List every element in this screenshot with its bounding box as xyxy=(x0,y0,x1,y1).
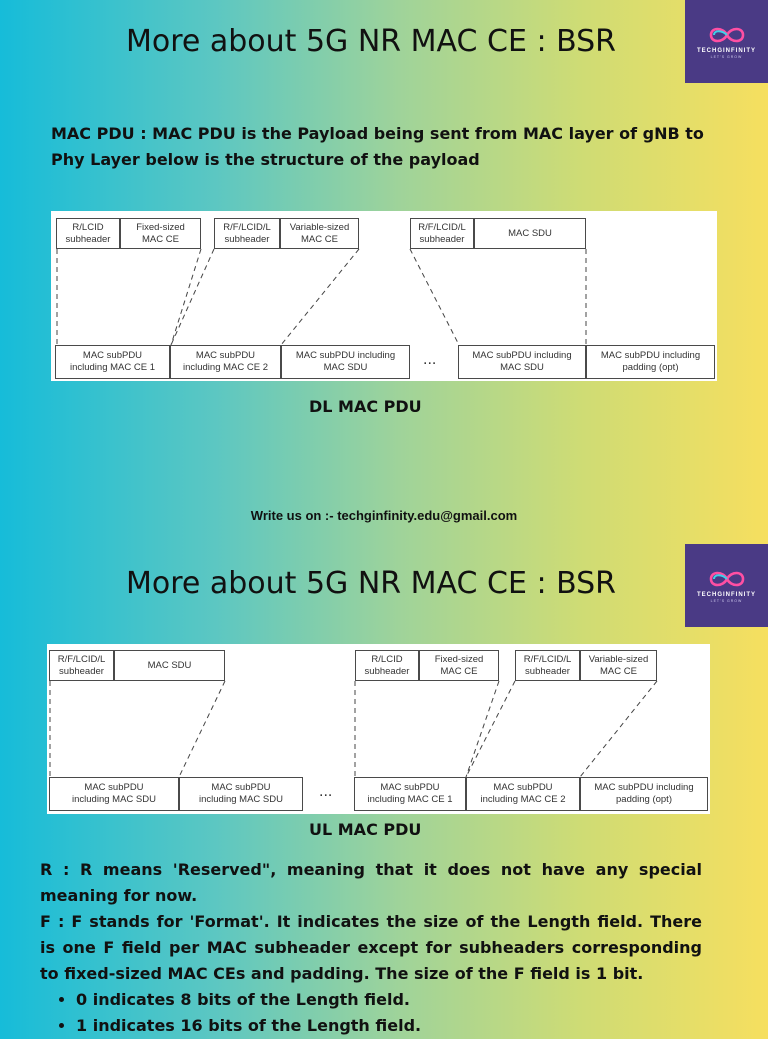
infinity-logo-icon xyxy=(707,24,747,46)
dl-top-box-r-lcid-subheader: R/LCID subheader xyxy=(56,218,120,249)
dl-top-box-mac-sdu: MAC SDU xyxy=(474,218,586,249)
f-field-values-list xyxy=(40,987,702,1039)
ul-ellipsis: ... xyxy=(319,783,333,800)
page-title: More about 5G NR MAC CE : BSR xyxy=(125,24,617,59)
brand-name: TECHGINFINITY xyxy=(697,48,756,54)
ul-top-box-rf-lcid-l-subheader-2: R/F/LCID/L subheader xyxy=(515,650,580,681)
f-field-description: F : F stands for 'Format'. It indicates the size of the Length field. There is one F field per MAC subheader except for subheaders corresponding to fixed-sized MAC CEs and padding. The size of the F field is 1 bit. xyxy=(40,912,702,983)
contact-line: Write us on :- techginfinity.edu@gmail.com xyxy=(250,508,518,523)
list-item: • 0 indicates 8 bits of the Length field. xyxy=(76,987,702,1013)
dl-top-box-variable-mac-ce: Variable-sized MAC CE xyxy=(280,218,359,249)
brand-logo-2 xyxy=(685,544,768,627)
dl-top-box-rf-lcid-l-subheader: R/F/LCID/L subheader xyxy=(214,218,280,249)
ul-top-box-mac-sdu: MAC SDU xyxy=(114,650,225,681)
dl-ellipsis: ... xyxy=(423,351,437,368)
ul-top-box-r-lcid-subheader: R/LCID subheader xyxy=(355,650,419,681)
brand-tagline: LET'S GROW xyxy=(710,55,743,59)
list-item: • 1 indicates 16 bits of the Length field. xyxy=(76,1013,702,1039)
dl-top-box-rf-lcid-l-subheader-2: R/F/LCID/L subheader xyxy=(410,218,474,249)
ul-subpdu-mac-sdu-1: MAC subPDU including MAC SDU xyxy=(49,777,179,811)
ul-subpdu-mac-ce-2: MAC subPDU including MAC CE 2 xyxy=(466,777,580,811)
dl-subpdu-mac-ce-1: MAC subPDU including MAC CE 1 xyxy=(55,345,170,379)
ul-mac-pdu-diagram xyxy=(47,644,710,814)
brand-logo xyxy=(685,0,768,83)
ul-caption: UL MAC PDU xyxy=(309,820,422,839)
brand-tagline: LET'S GROW xyxy=(710,599,743,603)
r-field-description: R : R means 'Reserved", meaning that it does not have any special meaning for now. xyxy=(40,860,702,905)
ul-subpdu-padding: MAC subPDU including padding (opt) xyxy=(580,777,708,811)
section-title: More about 5G NR MAC CE : BSR xyxy=(125,566,617,601)
dl-caption: DL MAC PDU xyxy=(309,397,422,416)
infinity-logo-icon xyxy=(707,568,747,590)
intro-paragraph: MAC PDU : MAC PDU is the Payload being sent from MAC layer of gNB to Phy Layer below is the structure of the payload xyxy=(51,124,704,169)
dl-subpdu-padding: MAC subPDU including padding (opt) xyxy=(586,345,715,379)
dl-mac-pdu-diagram xyxy=(51,211,717,381)
dl-subpdu-mac-ce-2: MAC subPDU including MAC CE 2 xyxy=(170,345,281,379)
dl-subpdu-mac-sdu-2: MAC subPDU including MAC SDU xyxy=(458,345,586,379)
field-explanations xyxy=(40,857,702,1039)
ul-top-box-fixed-mac-ce: Fixed-sized MAC CE xyxy=(419,650,499,681)
ul-top-box-rf-lcid-l-subheader: R/F/LCID/L subheader xyxy=(49,650,114,681)
dl-subpdu-mac-sdu-1: MAC subPDU including MAC SDU xyxy=(281,345,410,379)
ul-subpdu-mac-ce-1: MAC subPDU including MAC CE 1 xyxy=(354,777,466,811)
ul-top-box-variable-mac-ce: Variable-sized MAC CE xyxy=(580,650,657,681)
ul-subpdu-mac-sdu-2: MAC subPDU including MAC SDU xyxy=(179,777,303,811)
brand-name: TECHGINFINITY xyxy=(697,592,756,598)
dl-top-box-fixed-mac-ce: Fixed-sized MAC CE xyxy=(120,218,201,249)
